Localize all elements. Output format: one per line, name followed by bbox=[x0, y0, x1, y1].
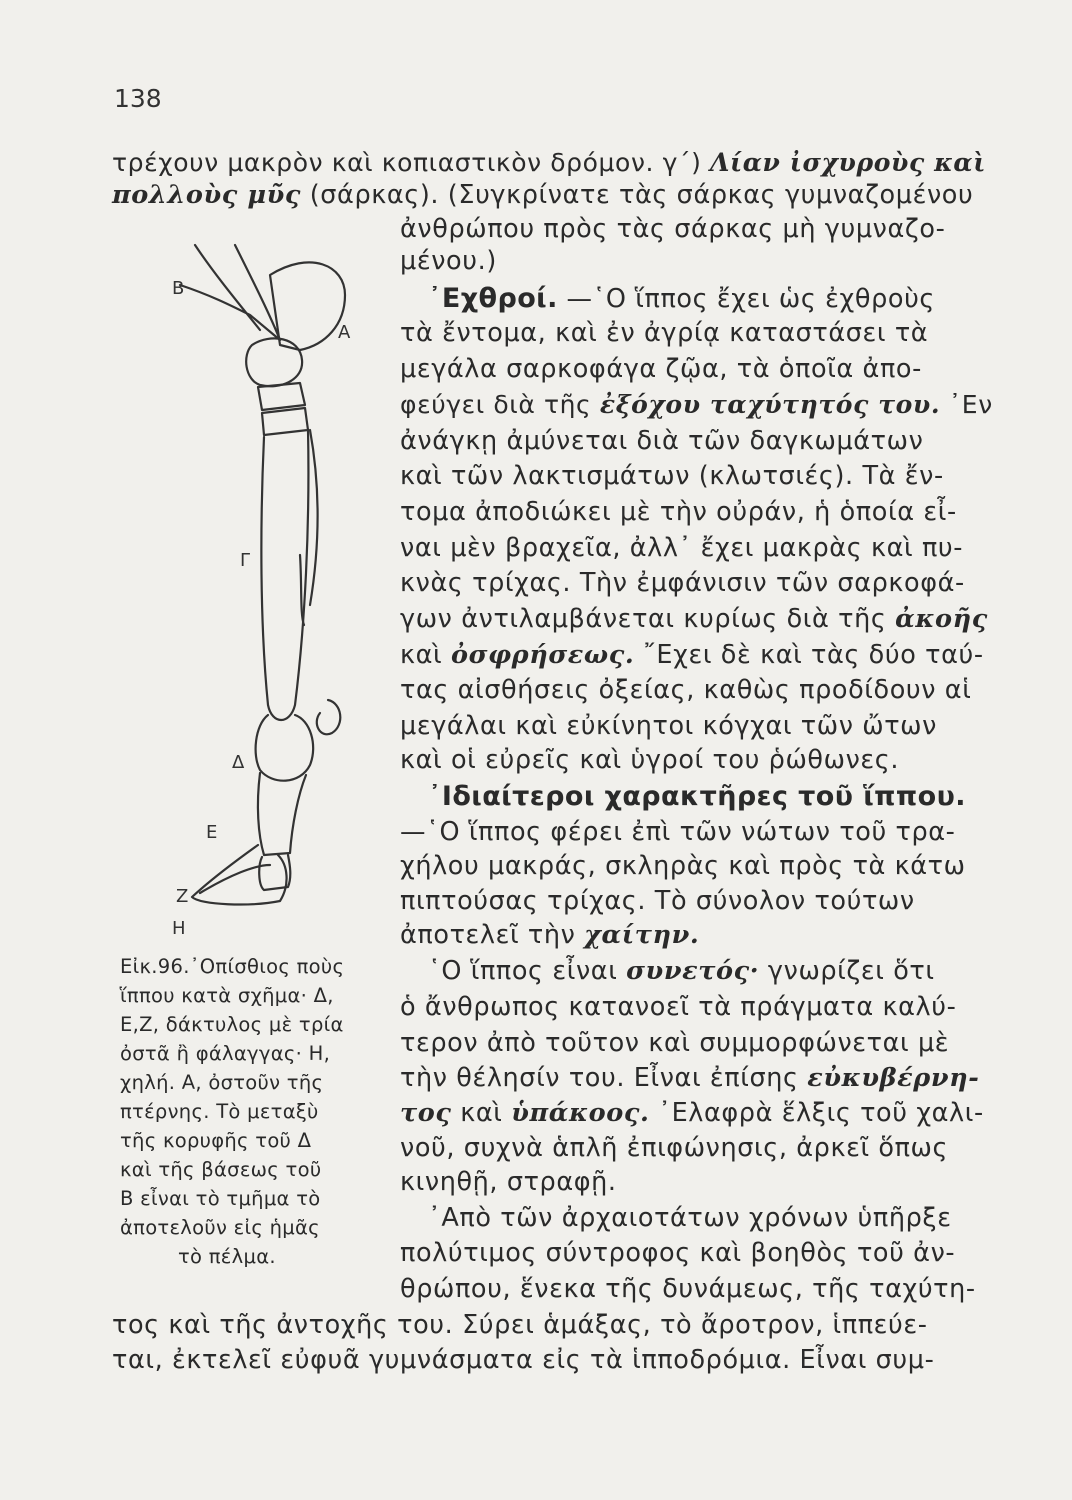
text-line: ται, ἐκτελεῖ εὐφυᾶ γυμνάσματα εἰς τὰ ἱπποδρόμια. Εἶναι συμ- bbox=[112, 1345, 935, 1375]
label-e: E bbox=[206, 822, 218, 843]
text-line: τὰ ἔντομα, καὶ ἐν ἀγρίᾳ καταστάσει τὰ bbox=[400, 318, 929, 348]
text-line: φεύγει διὰ τῆς ἐξόχου ταχύτητός του. ᾿Εν bbox=[400, 390, 993, 419]
text-line: χήλου μακράς, σκληρὰς καὶ πρὸς τὰ κάτω bbox=[400, 851, 966, 881]
section-heading: ᾿Ιδιαίτεροι χαρακτῆρες τοῦ ἵππου. bbox=[428, 781, 966, 812]
label-z: Z bbox=[176, 886, 189, 907]
text-line: τὴν θέλησίν του. Εἶναι ἐπίσης εὐκυβέρνη- bbox=[400, 1063, 980, 1093]
text-line: καὶ ὀσφρήσεως. ῎Εχει δὲ καὶ τὰς δύο ταύ- bbox=[400, 640, 984, 670]
text-line: νοῦ, συχνὰ ἁπλῆ ἐπιφώνησις, ἀρκεῖ ὅπως bbox=[400, 1133, 949, 1163]
text-line: ᾿Εχθροί. —῾Ο ἵππος ἔχει ὡς ἐχθροὺς bbox=[428, 283, 935, 314]
caption-line: τὸ πέλμα. bbox=[178, 1245, 276, 1268]
label-h: H bbox=[172, 918, 186, 939]
caption-line: Εἰκ.96.᾿Οπίσθιος ποὺς bbox=[120, 955, 345, 978]
hock-bones bbox=[246, 338, 302, 386]
page-number: 138 bbox=[114, 84, 162, 113]
text-line: κνὰς τρίχας. Τὴν ἐμφάνισιν τῶν σαρκοφά- bbox=[400, 568, 965, 598]
text-line: ὁ ἄνθρωπος κατανοεῖ τὰ πράγματα καλύ- bbox=[400, 992, 957, 1022]
caption-line: Β εἶναι τὸ τμῆμα τὸ bbox=[120, 1187, 321, 1210]
caption-line: καὶ τῆς βάσεως τοῦ bbox=[120, 1158, 322, 1181]
text-line: ἀνθρώπου πρὸς τὰς σάρκας μὴ γυμναζο- bbox=[400, 214, 946, 244]
text-line: γων ἀντιλαμβάνεται κυρίως διὰ τῆς ἀκοῆς bbox=[400, 604, 988, 634]
text-line: μεγάλαι καὶ εὐκίνητοι κόγχαι τῶν ὤτων bbox=[400, 711, 937, 741]
text-line: ῾Ο ἵππος εἶναι συνετός· γνωρίζει ὅτι bbox=[428, 956, 935, 986]
text-line: θρώπου, ἕνεκα τῆς δυνάμεως, τῆς ταχύτη- bbox=[400, 1274, 976, 1304]
label-delta: Δ bbox=[232, 752, 245, 773]
caption-line: ἀποτελοῦν εἰς ἡμᾶς bbox=[120, 1216, 320, 1239]
caption-line: πτέρνης. Τὸ μεταξὺ bbox=[120, 1100, 319, 1123]
label-gamma: Γ bbox=[240, 550, 251, 571]
caption-line: χηλή. Α, ὀστοῦν τῆς bbox=[120, 1071, 324, 1094]
text-line: ναι μὲν βραχεῖα, ἀλλ᾿ ἔχει μακρὰς καὶ πυ- bbox=[400, 533, 964, 563]
text-line: ἀποτελεῖ τὴν χαίτην. bbox=[400, 920, 700, 950]
horse-hind-leg-figure bbox=[160, 225, 400, 945]
caption-line: ὀστᾶ ἢ φάλαγγας· Η, bbox=[120, 1042, 331, 1065]
label-b: B bbox=[172, 278, 185, 299]
text-line: πιπτούσας τρίχας. Τὸ σύνολον τούτων bbox=[400, 886, 915, 916]
text-line: τερον ἀπὸ τοῦτον καὶ συμμορφώνεται μὲ bbox=[400, 1028, 950, 1058]
text-line: πολύτιμος σύντροφος καὶ βοηθὸς τοῦ ἀν- bbox=[400, 1238, 956, 1268]
text-line: κινηθῇ, στραφῇ. bbox=[400, 1167, 617, 1197]
caption-line: ἵππου κατὰ σχῆμα· Δ, bbox=[120, 984, 334, 1007]
caption-line: τῆς κορυφῆς τοῦ Δ bbox=[120, 1129, 312, 1152]
label-a: A bbox=[338, 322, 351, 343]
text-line: καὶ τῶν λακτισμάτων (κλωτσιές). Τὰ ἔν- bbox=[400, 461, 944, 491]
first-phalanx bbox=[256, 715, 314, 781]
text-line: μεγάλα σαρκοφάγα ζῷα, τὰ ὁποῖα ἀπο- bbox=[400, 354, 922, 384]
text-line: ἀνάγκῃ ἀμύνεται διὰ τῶν δαγκωμάτων bbox=[400, 426, 924, 456]
caption-line: Ε,Ζ, δάκτυλος μὲ τρία bbox=[120, 1013, 344, 1036]
calcaneus-bone bbox=[270, 262, 345, 350]
text-line: τρέχουν μακρὸν καὶ κοπιαστικὸν δρόμον. γ΄) Λίαν ἰσχυροὺς καὶ bbox=[112, 148, 986, 177]
text-line: τος καὶ ὑπάκοος. ᾿Ελαφρὰ ἕλξις τοῦ χαλι- bbox=[400, 1098, 984, 1128]
text-line: —῾Ο ἵππος φέρει ἐπὶ τῶν νώτων τοῦ τρα- bbox=[400, 817, 956, 847]
tibia-bone bbox=[180, 245, 280, 340]
text-line: τος καὶ τῆς ἀντοχῆς του. Σύρει ἁμάξας, τὸ ἄροτρον, ἱππεύε- bbox=[112, 1310, 928, 1340]
text-line: καὶ οἱ εὐρεῖς καὶ ὑγροί του ῥώθωνες. bbox=[400, 745, 900, 775]
text-line: μένου.) bbox=[400, 246, 497, 276]
text-line: πολλοὺς μῦς (σάρκας). (Συγκρίνατε τὰς σάρκας γυμναζομένου bbox=[112, 180, 974, 210]
text-line: τας αἰσθήσεις ὀξείας, καθὼς προδίδουν αἱ bbox=[400, 675, 972, 705]
text-line: τομα ἀποδιώκει μὲ τὴν οὐράν, ἡ ὁποία εἶ- bbox=[400, 497, 957, 527]
text-line: ᾿Απὸ τῶν ἀρχαιοτάτων χρόνων ὑπῆρξε bbox=[428, 1203, 952, 1233]
